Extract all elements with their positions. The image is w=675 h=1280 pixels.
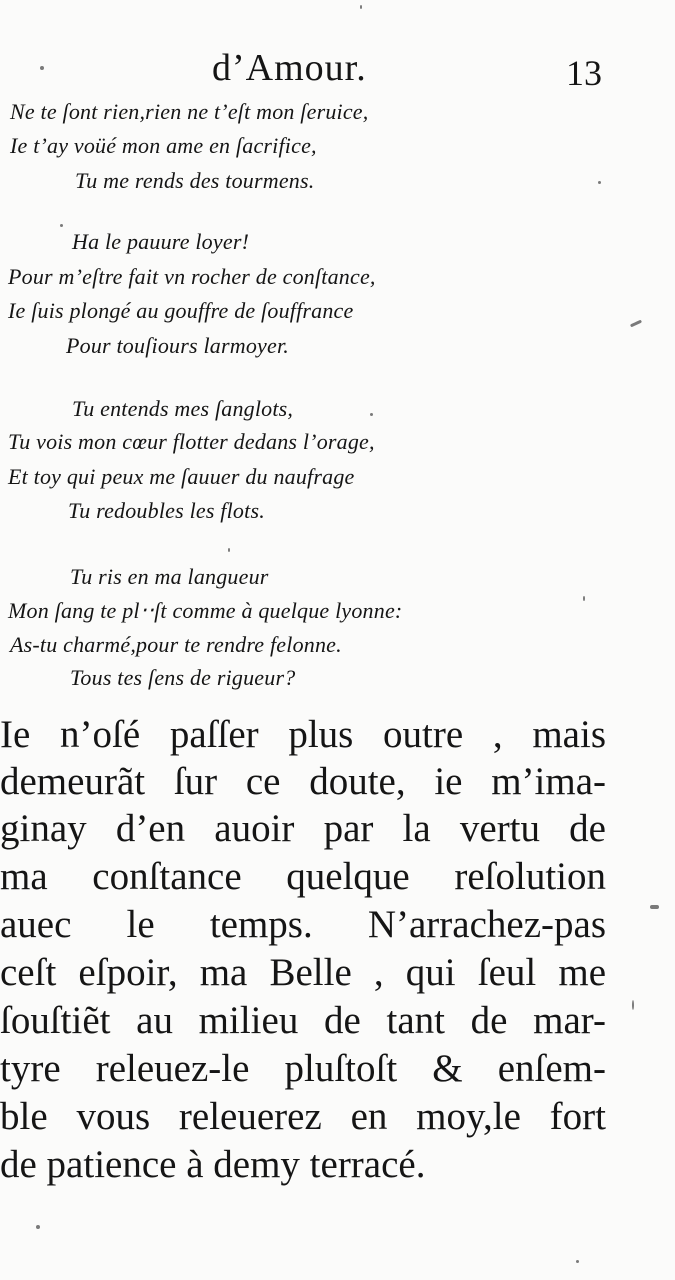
verse-line: Tu entends mes ſanglots, — [72, 396, 294, 421]
ink-speck — [632, 1000, 634, 1010]
prose-line: ginay d’en auoir par la vertu de — [0, 807, 606, 850]
ink-speck — [60, 224, 63, 227]
verse-line: Mon ſang te pl‧‧ſt comme à quelque lyonne: — [8, 598, 403, 623]
verse-line: Tu ris en ma langueur — [70, 564, 269, 589]
ink-speck — [650, 905, 659, 909]
ink-speck — [576, 1260, 579, 1263]
prose-line: demeurãt ſur ce doute, ie m’ima- — [0, 760, 606, 803]
verse-line: Et toy qui peux me ſauuer du naufrage — [8, 464, 355, 489]
ink-speck — [583, 596, 585, 601]
prose-line: ſouſtiẽt au milieu de tant de mar- — [0, 999, 606, 1042]
verse-line: Tu vois mon cœur flotter dedans l’orage, — [8, 429, 375, 454]
verse-line: Ie ſuis plongé au gouffre de ſouffrance — [8, 298, 354, 323]
page-number: 13 — [566, 53, 602, 93]
prose-line: ma conſtance quelque reſolution — [0, 855, 606, 898]
verse-line: Pour m’eſtre fait vn rocher de conſtance, — [8, 264, 376, 289]
prose-line: ble vous releuerez en moy,le fort — [0, 1095, 606, 1138]
ink-speck — [228, 548, 230, 552]
ink-speck — [360, 5, 362, 9]
ink-speck — [40, 66, 44, 70]
ink-speck — [598, 181, 601, 184]
verse-line: Ne te ſont rien,rien ne t’eſt mon ſeruice, — [10, 99, 369, 124]
verse-line: As-tu charmé,pour te rendre felonne. — [10, 632, 342, 657]
ink-speck — [36, 1225, 40, 1229]
verse-line: Ie t’ay voüé mon ame en ſacrifice, — [10, 133, 317, 158]
ink-speck — [630, 320, 642, 328]
prose-line-last: de patience à demy terracé. — [0, 1143, 426, 1186]
verse-line: Pour touſiours larmoyer. — [66, 333, 289, 358]
prose-line: auec le temps. N’arrachez-pas — [0, 903, 606, 946]
verse-line: Tous tes ſens de rigueur? — [70, 665, 296, 690]
prose-line: tyre releuez-le pluſtoſt & enſem- — [0, 1047, 606, 1090]
prose-line: ceſt eſpoir, ma Belle , qui ſeul me — [0, 951, 606, 994]
verse-line: Ha le pauure loyer! — [72, 229, 250, 254]
prose-line: Ie n’oſé paſſer plus outre , mais — [0, 713, 606, 756]
running-title: d’Amour. — [212, 47, 367, 89]
ink-speck — [370, 413, 373, 416]
verse-line: Tu redoubles les flots. — [68, 498, 265, 523]
verse-line: Tu me rends des tourmens. — [75, 168, 315, 193]
